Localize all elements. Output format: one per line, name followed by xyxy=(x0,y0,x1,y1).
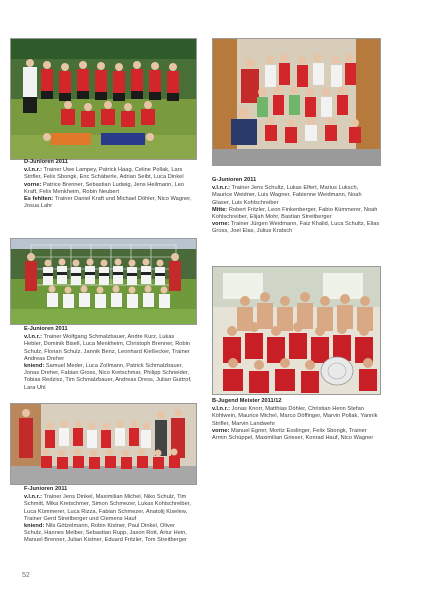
caption-text: Trainer Uwe Lampey, Patrick Haag, Celine Pollak, Lars Strifler, Felix Sbongk, Eric Schäberle, Adrian Seibt, Luca Dinkel xyxy=(24,167,184,181)
photo-e-junioren-image xyxy=(11,239,196,324)
photo-d-junioren-image xyxy=(11,39,196,159)
caption-g-junioren xyxy=(212,177,380,236)
photo-f-junioren-image xyxy=(11,404,196,484)
caption-line xyxy=(24,363,194,392)
caption-title: D-Junioren 2011 xyxy=(24,159,68,165)
caption-text: Manuel Egner, Moritz Esslinger, Felix Sbongk, Trainer Armin Schüppel, Maximilian Grieser, Konrad Hauf, Nico Wagner xyxy=(212,427,374,442)
caption-line xyxy=(212,428,380,442)
caption-line xyxy=(212,221,380,235)
photo-f-junioren xyxy=(10,403,197,485)
caption-title: F-Junioren 2011 xyxy=(24,486,68,492)
caption-f-junioren xyxy=(24,486,194,545)
caption-line xyxy=(24,494,194,523)
caption-lead: Es fehlten: xyxy=(24,196,54,203)
caption-lead: v.l.n.r.: xyxy=(212,185,231,192)
photo-b-jugend xyxy=(212,266,381,395)
caption-text: Patrice Brenner, Sebastian Ludwig, Jens Heilmann, Leo Kraft, Felix Menkheim, Robin Neubert xyxy=(24,181,185,195)
caption-lead: kniend: xyxy=(24,363,45,370)
caption-title: E-Junioren 2011 xyxy=(24,326,68,332)
caption-text: Trainer Jens Schultz, Lukas Elfert, Marius Luksch, Maurice Weidner, Luis Wagner, Fabienne Weidmann, Noah Glaser, Luis Kohlschreiber xyxy=(212,185,362,206)
caption-d-junioren xyxy=(24,159,194,210)
photo-g-junioren xyxy=(212,38,381,166)
caption-line xyxy=(24,167,194,181)
caption-lead: v.l.n.r.: xyxy=(24,167,43,174)
caption-text: Trainer Wolfgang Schmalzbauer, Andre Kurz, Lukas Hebler, Dominik Bisell, Luca Menkheim, Christoph Brenner, Robin Schulz, Florian Schulz, Jannik Benz, Leonhard Kießecker, Trainer Andreas Dreher xyxy=(24,334,191,362)
caption-line xyxy=(212,207,380,221)
photo-g-junioren-image xyxy=(213,39,380,165)
caption-lead: vorne: xyxy=(24,181,42,188)
caption-text: Jonas Knorr, Matthias Döhler, Christian Henn Stefan Köhlwein, Maurice Michel, Marco Döffinger, Marvin Pollak, Yannik Strifler, Marvin Landwehr xyxy=(212,406,378,427)
caption-line xyxy=(24,334,194,363)
caption-line xyxy=(24,196,194,210)
caption-lead: Mitte: xyxy=(212,206,228,213)
caption-text: Trainer Jürgen Weidmann, Faiz Khalid, Luca Schultz, Elias Gross, Joel Elas, Julius Kratsch xyxy=(212,221,380,235)
photo-b-jugend-image xyxy=(213,267,380,394)
caption-lead: vorne: xyxy=(212,221,230,228)
caption-text: Trainer Jens Dinkel, Maximilian Michel, Niko Schulz, Tim Schmitt, Mika Kretschmer, Simon Schmezer, Lukas Kohlschreiber, Luca Kümmerer, Luca Rizza, Fabian Schmezer, Anatolij Kiselew, Trainer Gerd Streitberger und Clemens Hauf xyxy=(24,494,191,522)
caption-line xyxy=(24,182,194,196)
caption-lead: v.l.n.r.: xyxy=(24,494,43,501)
photo-d-junioren xyxy=(10,38,197,160)
caption-lead: kniend: xyxy=(24,523,45,530)
caption-text: Trainer Daniel Kraft und Michael Döhler, Nico Wagner, Josua Lahr xyxy=(24,196,192,210)
caption-title: G-Junioren 2011 xyxy=(212,177,257,183)
photo-e-junioren xyxy=(10,238,197,325)
caption-lead: vorne: xyxy=(212,427,230,434)
caption-text: Samuel Meder, Luca Zollmann, Patrick Schmalzbauer, Jonas Dreher, Fabian Gross, Nico Kretschmar, Philipp Schneider, Tobias Redzisz, Tim Schmalzbauer, Andreas Dress, Julian Guttrof, Lara Uhl xyxy=(24,363,192,391)
caption-text: Robert Fritzler, Leon Finkenberger, Fabio Kümmerer, Noah Kohlschreiber, Elijah Mohr, Bastian Streitberger xyxy=(212,206,378,221)
caption-text: Nils Götzelmann, Robin Kistner, Paul Dinkel, Oliver Schulz, Hannes Melber, Sebastian Rupp, Jason Rott, Artur Hein, Manuel Brenner, Julian Kistner, Eduard Fritzler, Tom Streitberger xyxy=(24,523,187,544)
caption-b-jugend xyxy=(212,398,380,442)
page-number: 52 xyxy=(22,572,30,579)
caption-lead: v.l.n.r.: xyxy=(212,406,231,413)
caption-line xyxy=(212,406,380,428)
caption-title: B-Jugend Meister 2011/12 xyxy=(212,398,282,404)
caption-lead: v.l.n.r.: xyxy=(24,334,43,341)
caption-e-junioren xyxy=(24,326,194,392)
caption-line xyxy=(24,523,194,545)
caption-line xyxy=(212,185,380,207)
